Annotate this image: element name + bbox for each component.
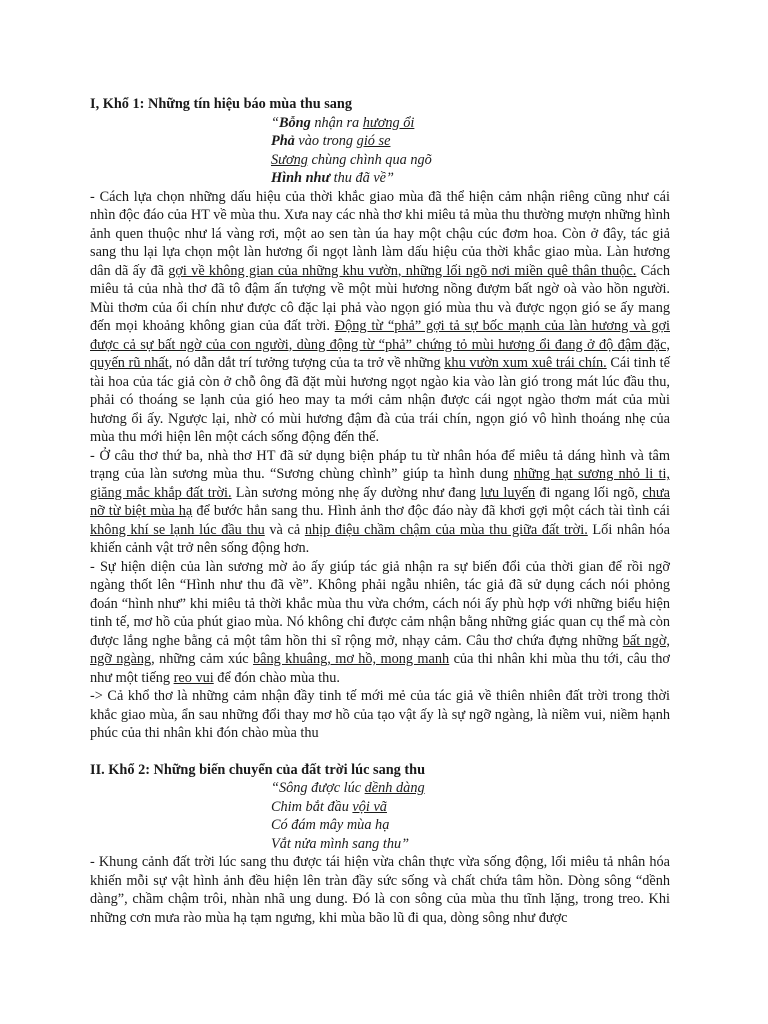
- section-spacer: [90, 743, 670, 761]
- analysis-paragraph: [90, 188, 670, 447]
- paragraph-text: , những cảm xúc: [151, 651, 254, 667]
- paragraph-text: - Ở câu thơ thứ ba, nhà thơ HT đã sử dụng biện pháp tu từ nhân hóa để miêu tả dáng hình và tâm trạng của làn sương mùa thu. “Sương chùng chình” giúp ta hình dung: [90, 447, 670, 482]
- poem-line: [271, 151, 670, 170]
- paragraph-text: - Cách lựa chọn những dấu hiệu của thời khắc giao mùa đã thể hiện cảm nhận riêng cũng như cái nhìn độc đáo của HT về mùa thu. Xưa nay các nhà thơ khi miêu tả mùa thu thường mượn những hình ảnh quen thuộc như lá vàng rơi, một ao sen tàn úa hay một chậu cúc đơm hoa. Còn ở đây, tác giả sang thu lại lựa chọn một làn hương ổi ngọt lành làm dấu hiệu của thời khắc giao mùa. Làn hương dân dã ấy đã: [90, 188, 670, 279]
- poem-text: “: [271, 114, 279, 131]
- poem-line: [271, 779, 670, 798]
- underlined-phrase: bâng khuâng, mơ hồ, mong manh: [253, 651, 450, 667]
- bold-word: Phả: [271, 133, 295, 149]
- poem-text: thu đã về”: [330, 170, 394, 186]
- bold-word: Bỗng: [278, 114, 311, 131]
- underlined-phrase: những hạt sương nhỏ li ti, giăng mắc khắp đất trời.: [90, 466, 670, 501]
- paragraph-text: Cách miêu tả của nhà thơ đã tô đậm ấn tượng về một mùi hương nồng đượm bất ngờ oà vào hồn người. Mùi thơm của ổi chín như được cô đặc lại phả vào ngọn gió mùa thu và được ngọn gió se ấy mang đến mọi khoảng không gian của đất trời.: [90, 262, 671, 334]
- paragraph-text: - Khung cảnh đất trời lúc sang thu được tái hiện vừa chân thực vừa sống động, lối miêu tả nhân hóa khiến mỗi sự vật hình ảnh đều hiện lên tràn đầy sức sống và chất chứa tâm hồn. Dòng sông “dềnh dàng”, chầm chậm trôi, nhàn nhã ung dung. Đó là con sông của mùa thu tĩnh lặng, trong treo. Khi những cơn mưa rào mùa hạ tạm ngưng, khi mùa bão lũ đi qua, dòng sông như được: [90, 854, 670, 926]
- section-2-heading: II. Khổ 2: Những biến chuyển của đất trời lúc sang thu: [90, 761, 426, 778]
- section-2-analysis: [90, 853, 670, 927]
- underlined-phrase: gió se: [356, 133, 391, 149]
- paragraph-text: -> Cả khổ thơ là những cảm nhận đầy tinh tế mới mẻ của tác giả về thiên nhiên đất trời trong thời khắc giao mùa, ẩn sau những đổi thay mơ hồ của tạo vật ấy là sự ngỡ ngàng, là niềm vui, niềm hạnh phúc của thi nhân khi đón chào mùa thu: [90, 688, 670, 741]
- paragraph-text: của thi nhân khi mùa thu tới, câu thơ như một tiếng: [90, 651, 670, 686]
- document-body: [90, 95, 670, 927]
- poem-text: chùng chình qua ngõ: [307, 151, 432, 168]
- underlined-phrase: vội vã: [352, 798, 387, 815]
- underlined-phrase: lưu luyến: [480, 484, 536, 501]
- section-1-poem: [90, 114, 670, 188]
- underlined-phrase: bất ngờ, ngỡ ngàng: [90, 632, 670, 667]
- paragraph-text: Làn sương mỏng nhẹ ấy dường như đang: [231, 484, 481, 501]
- analysis-paragraph: [90, 853, 670, 927]
- underlined-phrase: reo vui: [173, 669, 214, 686]
- paragraph-text: đi ngang lối ngõ,: [535, 484, 643, 501]
- underlined-phrase: nhịp điệu chầm chậm của mùa thu giữa đất trời.: [304, 521, 588, 538]
- paragraph-text: - Sự hiện diện của làn sương mờ ảo ấy giúp tác giả nhận ra sự biến đổi của thời gian để rồi ngỡ ngàng thốt lên “Hình như thu đã về”. Không phải ngẫu nhiên, tác giả đã sử dụng cách nói phỏng đoán “hình như” khi miêu tả thời khắc mùa thu vừa chớm, cách nói ấy phù hợp với những biểu hiện tinh tế, mơ hồ của phút giao mùa. Nó không chỉ được cảm nhận bằng những giác quan cụ thể mà còn được lắng nghe bằng cả một tâm hồn thi sĩ rộng mở, nhạy cảm. Câu thơ chứa đựng những: [90, 558, 670, 649]
- poem-line: [271, 132, 670, 151]
- paragraph-text: Cái tinh tế tài hoa của tác giả còn ở chỗ ông đã đặt mùi hương ngọt ngào kia vào làn gió trong mát lúc đầu thu, phải có thoáng se lạnh của gió heo may ta mới cảm nhận được cái ngọt ngào thơm mát của mùi hương ổi ấy. Ngược lại, nhờ có mùi hương đậm đà của trái chín, ngọn gió vô hình thoáng nhẹ của mùa thu mới hiện lên một cách sống động đến thế.: [90, 355, 670, 445]
- underlined-phrase: Sương: [271, 151, 308, 168]
- underlined-phrase: chưa nỡ từ biệt mùa hạ: [90, 484, 670, 519]
- poem-line: [271, 798, 670, 817]
- poem-line: [271, 114, 670, 133]
- section-1-heading: I, Khổ 1: Những tín hiệu báo mùa thu sang: [90, 96, 353, 112]
- poem-line: [271, 816, 670, 835]
- poem-line: [271, 835, 670, 854]
- paragraph-text: để bước hẳn sang thu. Hình ảnh thơ độc đáo này đã khơi gợi một cách tài tình cái: [192, 503, 670, 519]
- paragraph-text: , nó dẫn dắt trí tưởng tượng của ta trở về những: [168, 355, 445, 371]
- underlined-phrase: khu vườn xum xuê trái chín.: [444, 355, 607, 371]
- underlined-phrase: gợi về không gian của những khu vườn, những lối ngõ nơi miền quê thân thuộc.: [168, 262, 637, 279]
- analysis-paragraph: [90, 447, 670, 558]
- poem-text: Có đám mây mùa hạ: [271, 817, 390, 833]
- section-1-analysis: [90, 188, 670, 743]
- paragraph-text: Lối nhân hóa khiến cảnh vật trở nên sống động hơn.: [90, 521, 670, 556]
- underlined-phrase: dềnh dàng: [364, 780, 425, 796]
- paragraph-text: để đón chào mùa thu.: [213, 669, 340, 686]
- poem-text: vào trong: [294, 133, 357, 149]
- poem-text: “Sông được lúc: [271, 780, 365, 796]
- analysis-paragraph: [90, 558, 670, 688]
- section-2-poem: [90, 779, 670, 853]
- poem-line: [271, 169, 670, 188]
- underlined-phrase: Động từ “phả” gợi tả sự bốc mạnh của làn hương và gợi được cả sự bất ngờ của con người, dùng động từ “phả” chứng tỏ mùi hương ổi đang ở độ đậm đặc, quyến rũ nhất: [90, 318, 670, 371]
- poem-text: Chim bắt đầu: [271, 798, 353, 815]
- bold-word: Hình như: [271, 170, 331, 186]
- paragraph-text: và cả: [264, 521, 305, 538]
- analysis-paragraph: [90, 687, 670, 743]
- poem-text: nhận ra: [310, 114, 363, 131]
- poem-text: Vắt nửa mình sang thu”: [271, 835, 410, 852]
- underlined-phrase: hương ổi: [362, 114, 415, 131]
- underlined-phrase: không khí se lạnh lúc đầu thu: [90, 521, 265, 538]
